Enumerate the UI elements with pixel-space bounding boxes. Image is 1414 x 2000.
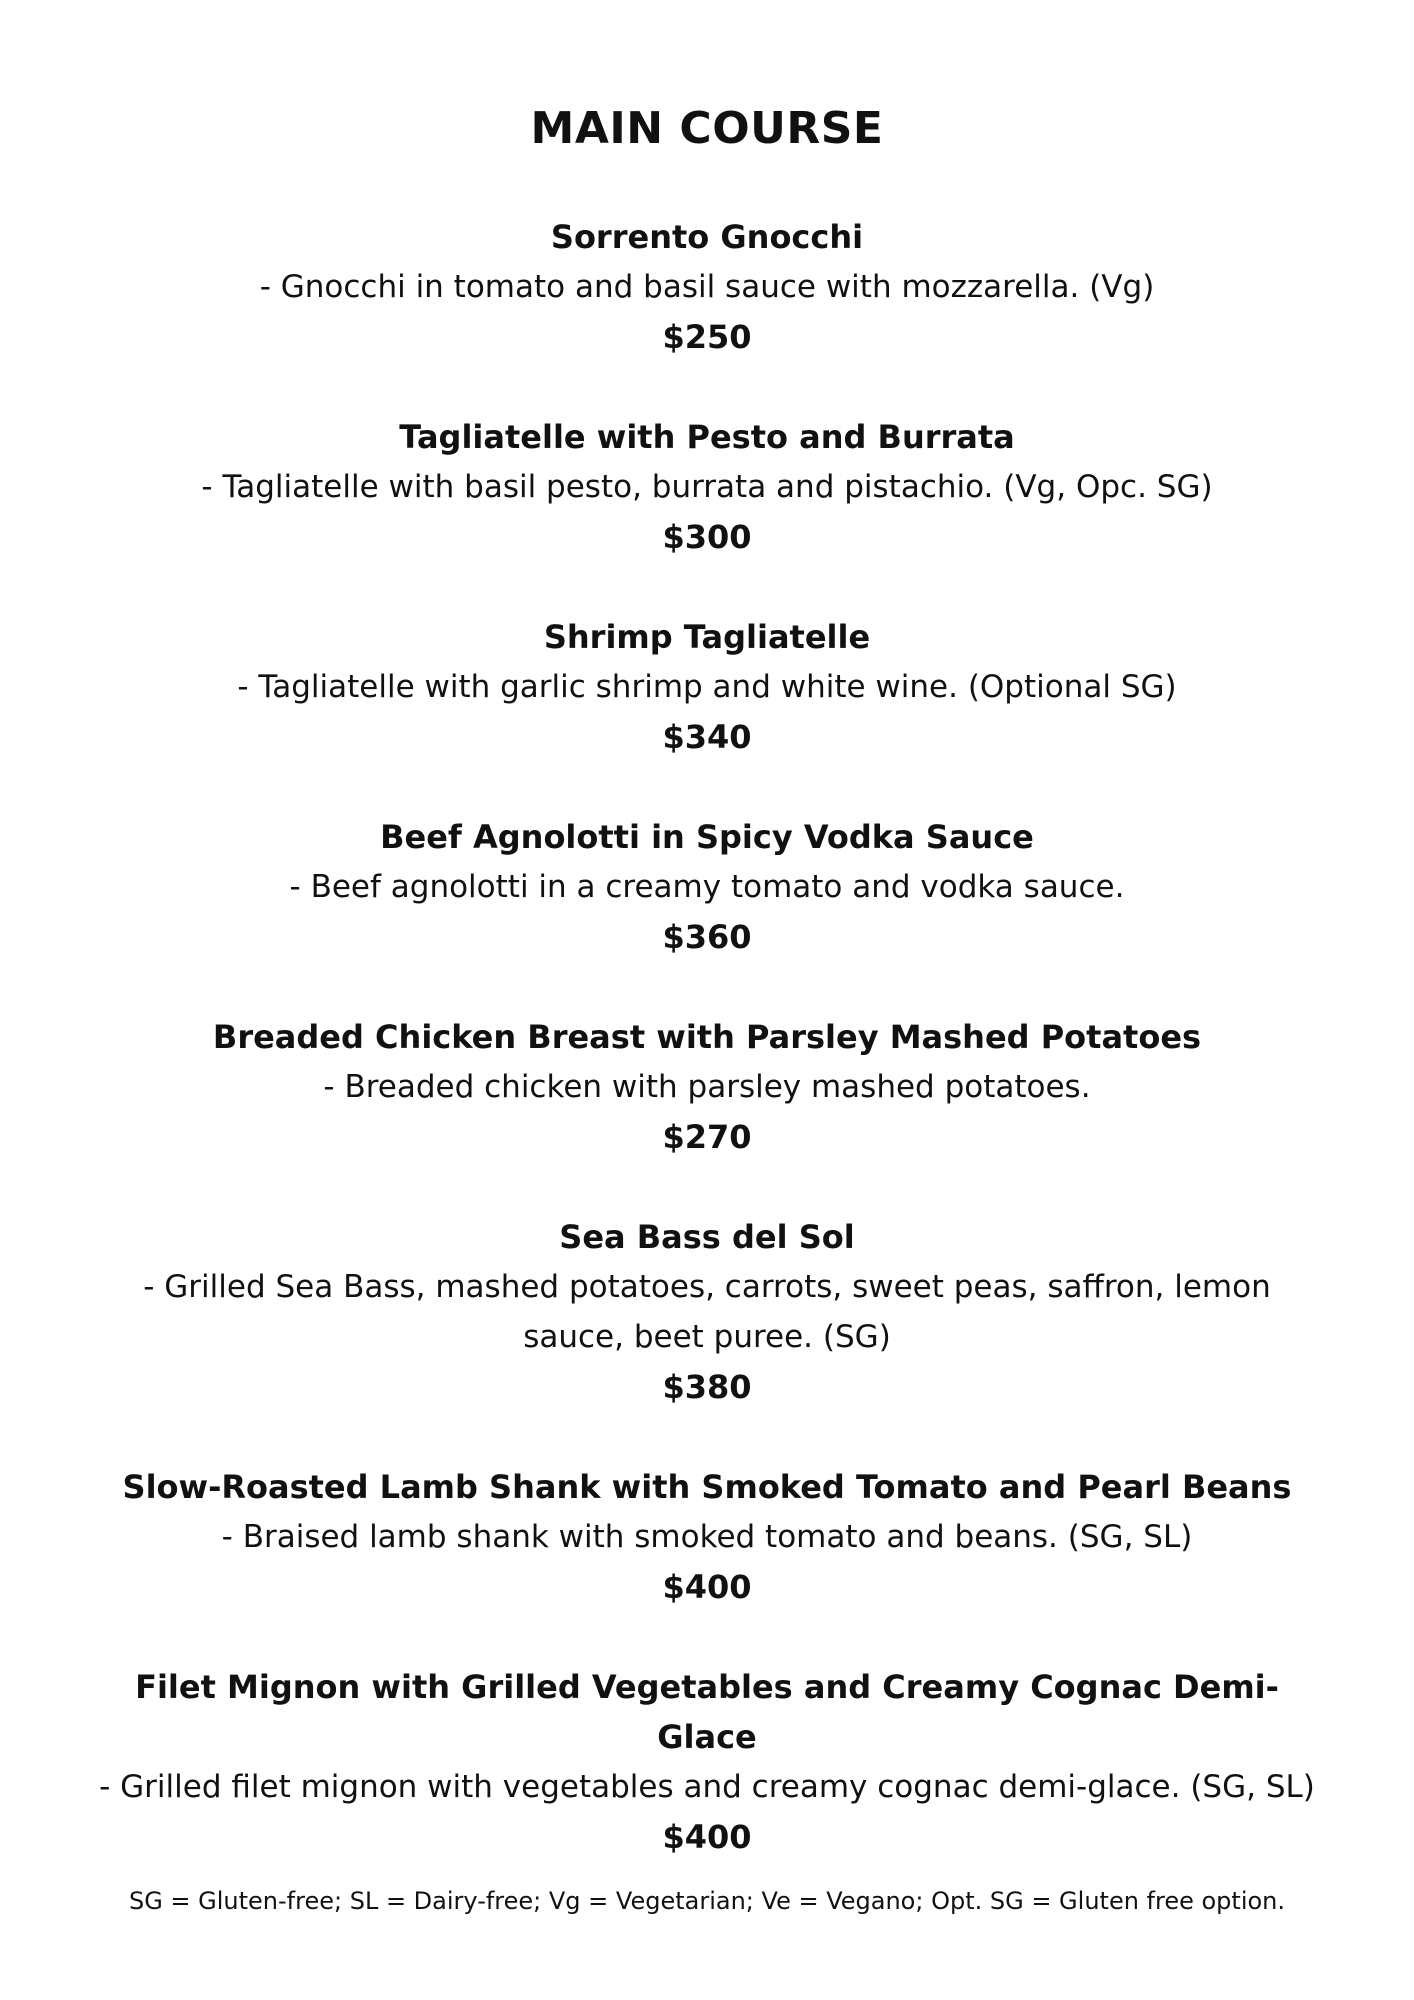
item-description: - Beef agnolotti in a creamy tomato and vodka sauce. [289, 869, 1125, 905]
menu-item-sorrento-gnocchi [90, 212, 1324, 362]
page-title: MAIN COURSE [530, 103, 884, 154]
item-price: $340 [662, 718, 752, 756]
item-description: - Gnocchi in tomato and basil sauce with mozzarella. (Vg) [259, 269, 1155, 305]
item-price: $300 [662, 518, 752, 556]
item-description: - Braised lamb shank with smoked tomato and beans. (SG, SL) [221, 1519, 1193, 1555]
menu-item-tagliatelle-pesto-burrata [90, 412, 1324, 562]
menu-item-shrimp-tagliatelle [90, 612, 1324, 762]
item-name: Breaded Chicken Breast with Parsley Mashed Potatoes [212, 1018, 1202, 1056]
item-name: Beef Agnolotti in Spicy Vodka Sauce [380, 818, 1034, 856]
item-price: $250 [662, 318, 752, 356]
item-name: Sea Bass del Sol [559, 1218, 855, 1256]
item-price: $400 [662, 1818, 752, 1856]
dietary-legend: SG = Gluten-free; SL = Dairy-free; Vg = Vegetarian; Ve = Vegano; Opt. SG = Gluten free option. [128, 1887, 1286, 1915]
item-name: Sorrento Gnocchi [550, 218, 864, 256]
menu-item-filet-mignon [90, 1662, 1324, 1862]
menu-item-lamb-shank [90, 1462, 1324, 1612]
item-price: $400 [662, 1568, 752, 1606]
item-description: - Breaded chicken with parsley mashed potatoes. [323, 1069, 1091, 1105]
item-description: - Tagliatelle with garlic shrimp and white wine. (Optional SG) [237, 669, 1177, 705]
item-price: $270 [662, 1118, 752, 1156]
item-price: $360 [662, 918, 752, 956]
item-name: Filet Mignon with Grilled Vegetables and Creamy Cognac Demi-Glace [135, 1668, 1279, 1756]
menu-item-beef-agnolotti [90, 812, 1324, 962]
item-name: Tagliatelle with Pesto and Burrata [399, 418, 1015, 456]
menu-item-breaded-chicken [90, 1012, 1324, 1162]
item-price: $380 [662, 1368, 752, 1406]
menu-item-sea-bass [90, 1212, 1324, 1412]
item-description: - Tagliatelle with basil pesto, burrata and pistachio. (Vg, Opc. SG) [201, 469, 1213, 505]
item-name: Shrimp Tagliatelle [543, 618, 871, 656]
item-description: - Grilled filet mignon with vegetables and creamy cognac demi-glace. (SG, SL) [99, 1769, 1315, 1805]
item-description: - Grilled Sea Bass, mashed potatoes, carrots, sweet peas, saffron, lemon sauce, beet puree. (SG) [143, 1269, 1271, 1355]
menu-list [90, 212, 1324, 1912]
item-name: Slow-Roasted Lamb Shank with Smoked Tomato and Pearl Beans [122, 1468, 1292, 1506]
